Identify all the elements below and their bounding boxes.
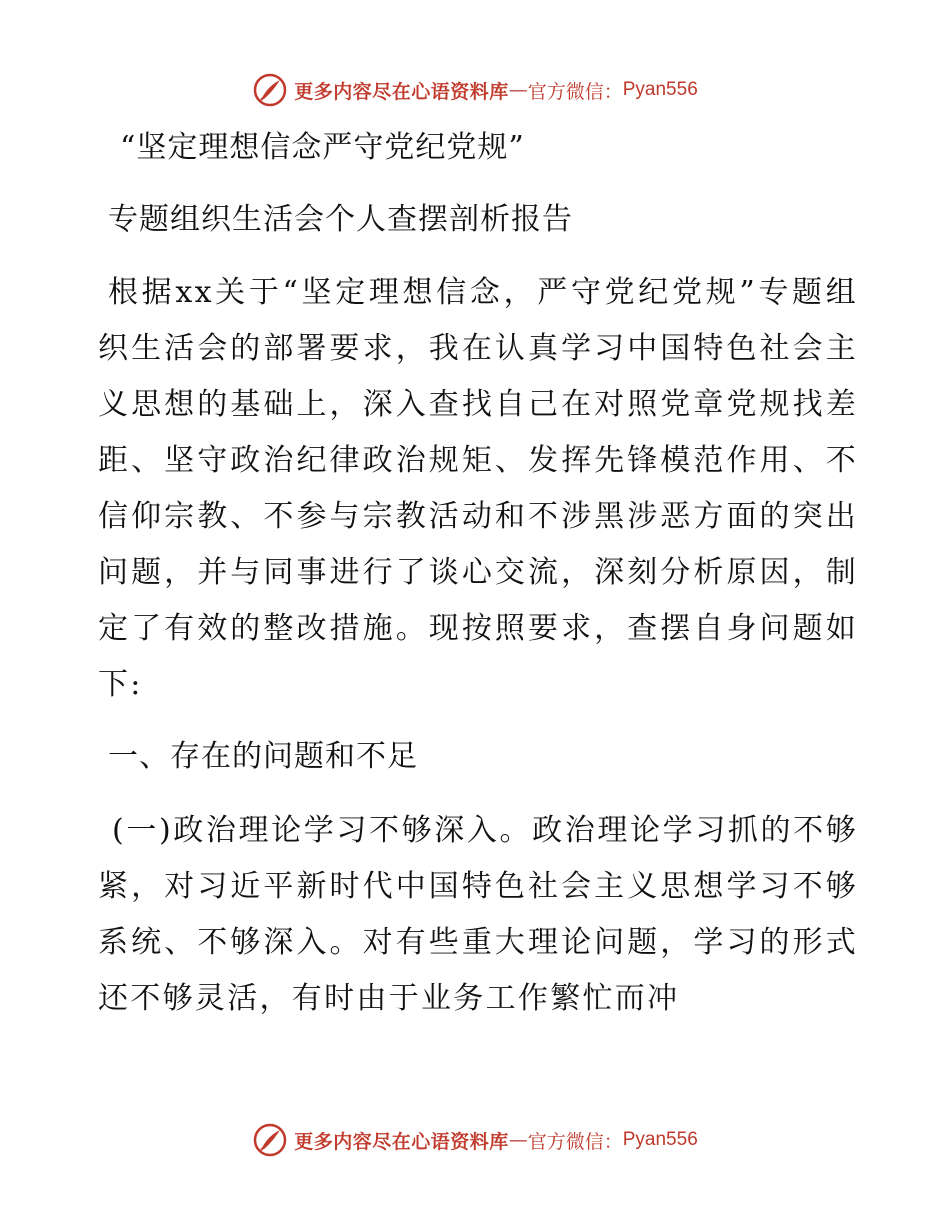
banner-wechat-handle: Pyan556 [622, 1129, 698, 1150]
header-watermark-banner [0, 70, 950, 110]
document-title-line-1: “坚定理想信念严守党纪党规” [120, 130, 525, 165]
banner-dash: — [508, 1129, 528, 1151]
footer-watermark-banner [0, 1120, 950, 1160]
document-body [98, 120, 858, 1027]
pen-feather-logo-icon [252, 1122, 288, 1158]
banner-dash: — [508, 79, 528, 101]
banner-sub-text: 官方微信： [527, 1130, 623, 1153]
banner-main-text: 更多内容尽在心语资料库 [294, 80, 509, 103]
banner-sub-text: 官方微信： [527, 80, 623, 103]
pen-feather-logo-icon [252, 72, 288, 108]
item-1-paragraph: (一)政治理论学习不够深入。政治理论学习抓的不够紧，对习近平新时代中国特色社会主义思想学习不够系统、不够深入。对有些重大理论问题，学习的形式还不够灵活，有时由于业务工作繁忙而冲 [98, 813, 858, 1016]
document-title-line-2: 专题组织生活会个人查摆剖析报告 [108, 202, 573, 237]
banner-wechat-handle: Pyan556 [622, 79, 698, 100]
intro-paragraph: 根据xx关于“坚定理想信念，严守党纪党规”专题组织生活会的部署要求，我在认真学习中国特色社会主义思想的基础上，深入查找自己在对照党章党规找差距、坚守政治纪律政治规矩、发挥先锋模范作用、不信仰宗教、不参与宗教活动和不涉黑涉恶方面的突出问题，并与同事进行了谈心交流，深刻分析原因，制定了有效的整改措施。现按照要求，查摆自身问题如下: [98, 275, 858, 702]
section-1-heading: 一、存在的问题和不足 [108, 739, 418, 774]
banner-main-text: 更多内容尽在心语资料库 [294, 1130, 509, 1153]
